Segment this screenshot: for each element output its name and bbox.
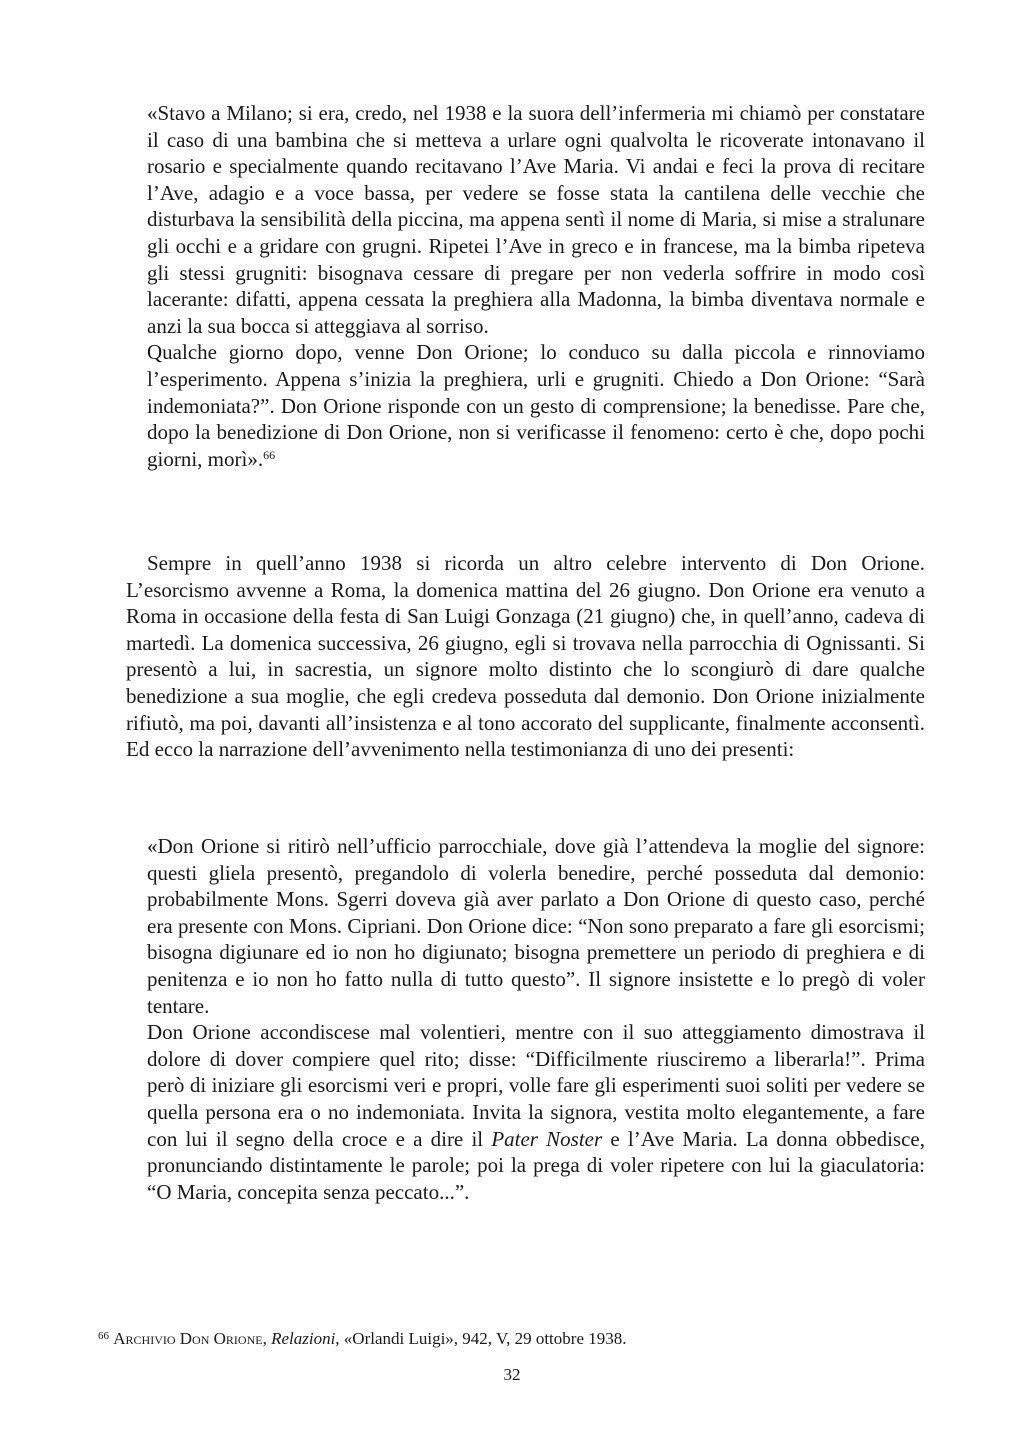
footnote (98, 1328, 928, 1350)
quote-text-segment: Don Orione accondiscese mal volentieri, mentre con il suo atteggiamento dimostrava il dolore di dover compiere quel rito; disse: “Difficilmente riusciremo a liberarla!”. Prima però di iniziare gli esorcismi veri e propri, volle fare gli esperimenti suoi soliti per vedere se quella persona era o no indemoniata. Invita la signora, vestita molto elegantemente, a fare con lui il segno della croce e a dire il (147, 1020, 925, 1151)
quote-paragraph-text: Qualche giorno dopo, venne Don Orione; lo conduco su dalla piccola e rinnoviamo l’esperimento. Appena s’inizia la preghiera, urli e grugniti. Chiedo a Don Orione: “Sarà indemoniata?”. Don Orione risponde con un gesto di comprensione; la benedisse. Pare che, dopo la benedizione di Don Orione, non si verificasse il fenomeno: certo è che, dopo pochi giorni, morì». (147, 340, 925, 471)
block-quote-exorcism (147, 833, 925, 1205)
footnote-title: Relazioni (271, 1329, 336, 1348)
quote-paragraph: «Stavo a Milano; si era, credo, nel 1938 e la suora dell’infermeria mi chiamò per constatare il caso di una bambina che si metteva a urlare ogni qualvolta le ricoverate intonavano il rosario e specialmente quando recitavano l’Ave Maria. Vi andai e feci la prova di recitare l’Ave, adagio e a voce bassa, per vedere se fosse stata la cantilena delle vecchie che disturbava la sensibilità della piccina, ma appena sentì il nome di Maria, si mise a stralunare gli occhi e a gridare con grugni. Ripetei l’Ave in greco e in francese, ma la bimba ripeteva gli stessi grugniti: bisognava cessare di pregare per non vederla soffrire in modo così lacerante: difatti, appena cessata la preghiera alla Madonna, la bimba diventava normale e anzi la sua bocca si atteggiava al sorriso. (147, 101, 925, 338)
pater-noster-italic: Pater Noster (491, 1126, 603, 1151)
footnote-number: 66 (98, 1330, 109, 1342)
footnote-archive: Archivio Don Orione (113, 1329, 263, 1348)
page-number: 32 (503, 1365, 521, 1384)
block-quote-orlandi (147, 100, 925, 472)
body-paragraph-block (126, 550, 925, 763)
body-paragraph: Sempre in quell’anno 1938 si ricorda un altro celebre intervento di Don Orione. L’esorcismo avvenne a Roma, la domenica mattina del 26 giugno. Don Orione era venuto a Roma in occasione della festa di San Luigi Gonzaga (21 giugno) che, in quell’anno, cadeva di martedì. La domenica successiva, 26 giugno, egli si trovava nella parrocchia di Ognissanti. Si presentò a lui, in sacrestia, un signore molto distinto che lo scongiurò di dare qualche benedizione a sua moglie, che egli credeva posseduta dal demonio. Don Orione inizialmente rifiutò, ma poi, davanti all’insistenza e al tono accorato del supplicante, finalmente acconsentì. Ed ecco la narrazione dell’avvenimento nella testimonianza di uno dei presenti: (126, 551, 925, 762)
quote-paragraph (147, 1019, 925, 1205)
footnote-reference[interactable]: 66 (263, 447, 276, 462)
quote-paragraph: «Don Orione si ritirò nell’ufficio parrocchiale, dove già l’attendeva la moglie del signore: questi gliela presentò, pregandolo di volerla benedire, perché posseduta dal demonio: probabilmente Mons. Sgerri doveva già aver parlato a Don Orione di questo caso, perché era presente con Mons. Cipriani. Don Orione dice: “Non sono preparato a fare gli esorcismi; bisogna digiunare ed io non ho digiunato; bisogna premettere un periodo di preghiera e di penitenza e io non ho fatto nulla di tutto questo”. Il signore insistette e lo pregò di voler tentare. (147, 834, 925, 1018)
quote-text-segment: e l’Ave Maria. La donna obbedisce, pronunciando distintamente le parole; poi la prega di voler ripetere con lui la giaculatoria: “O Maria, concepita senza peccato...”. (147, 1126, 925, 1204)
footnote-details: , «Orlandi Luigi», 942, V, 29 ottobre 1938. (335, 1329, 627, 1348)
footnote-separator: , (262, 1329, 272, 1348)
quote-paragraph-with-footnote (147, 339, 925, 472)
